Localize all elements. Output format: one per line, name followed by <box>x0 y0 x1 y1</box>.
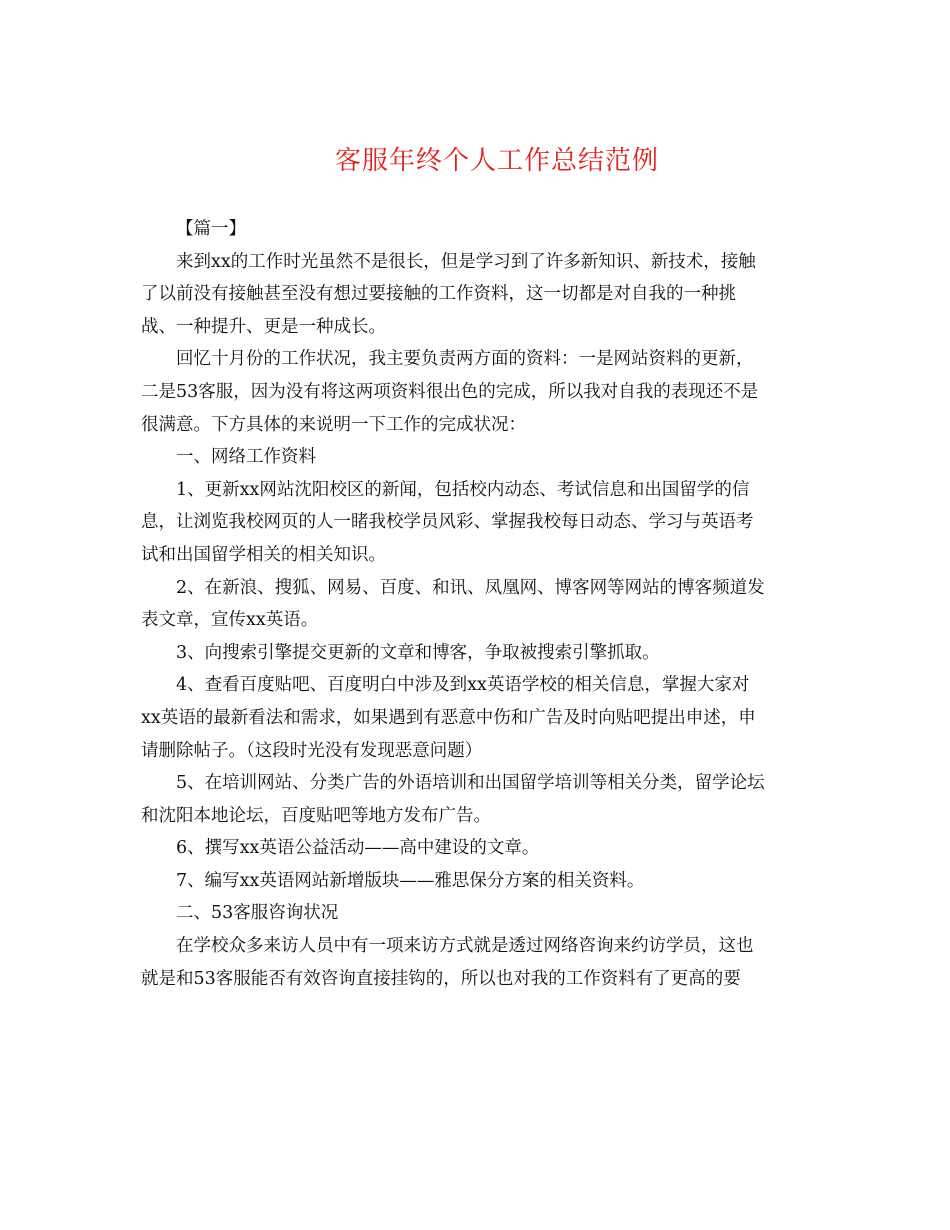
body-line: 来到xx的工作时光虽然不是很长，但是学习到了许多新知识、新技术，接触 <box>176 251 756 272</box>
body-line: 4、查看百度贴吧、百度明白中涉及到xx英语学校的相关信息，掌握大家对 <box>176 675 750 696</box>
body-line: 战、一种提升、更是一种成长。 <box>141 316 386 337</box>
document-body <box>141 213 811 995</box>
body-line: 7、编写xx英语网站新增版块——雅思保分方案的相关资料。 <box>176 870 645 891</box>
body-line: 了以前没有接触甚至没有想过要接触的工作资料，这一切都是对自我的一种挑 <box>141 284 736 305</box>
body-line: 6、撰写xx英语公益活动——高中建设的文章。 <box>176 838 540 859</box>
body-line: 就是和53客服能否有效咨询直接挂钩的，所以也对我的工作资料有了更高的要 <box>141 968 741 989</box>
body-line: 息，让浏览我校网页的人一睹我校学员风彩、掌握我校每日动态、学习与英语考 <box>141 512 754 533</box>
body-line: 很满意。下方具体的来说明一下工作的完成状况： <box>141 414 526 435</box>
body-line: xx英语的最新看法和需求，如果遇到有恶意中伤和广告及时向贴吧提出申述，申 <box>141 707 756 728</box>
body-line: 5、在培训网站、分类广告的外语培训和出国留学培训等相关分类，留学论坛 <box>176 773 765 794</box>
body-line: 请删除帖子。（这段时光没有发现恶意问题） <box>141 740 483 761</box>
body-line: 2、在新浪、搜狐、网易、百度、和讯、凤凰网、博客网等网站的博客频道发 <box>176 577 765 598</box>
body-line: 试和出国留学相关的相关知识。 <box>141 544 386 565</box>
body-line: 二、53客服咨询状况 <box>176 903 339 924</box>
body-line: 在学校众多来访人员中有一项来访方式就是透过网络咨询来约访学员，这也 <box>176 936 754 957</box>
body-line: 回忆十月份的工作状况，我主要负责两方面的资料：一是网站资料的更新， <box>176 349 754 370</box>
body-line: 3、向搜索引擎提交更新的文章和博客，争取被搜索引擎抓取。 <box>176 642 660 663</box>
body-line: 二是53客服，因为没有将这两项资料很出色的完成，所以我对自我的表现还不是 <box>141 381 759 402</box>
body-line: 表文章，宣传xx英语。 <box>141 610 319 631</box>
body-line: 【篇一】 <box>176 219 246 239</box>
document-title: 客服年终个人工作总结范例 <box>334 146 659 176</box>
body-line: 1、更新xx网站沈阳校区的新闻，包括校内动态、考试信息和出国留学的信 <box>176 479 750 500</box>
body-line: 一、网络工作资料 <box>176 447 316 468</box>
body-line: 和沈阳本地论坛，百度贴吧等地方发布广告。 <box>141 805 491 826</box>
